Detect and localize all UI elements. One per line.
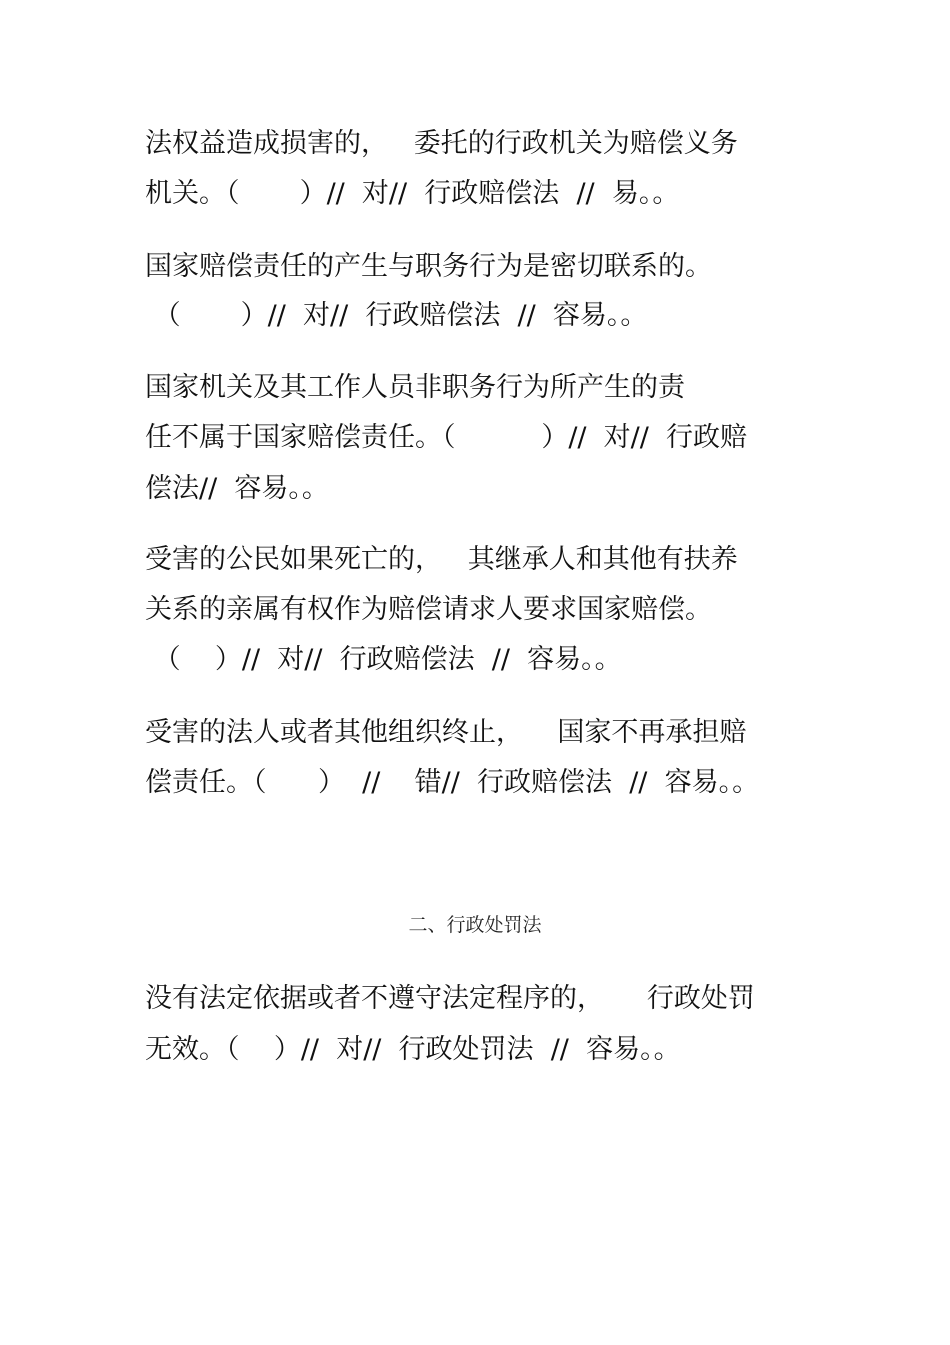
question-line: 无效。（ ）// 对// 行政处罚法 // 容易。。 (145, 1034, 681, 1065)
section-heading: 二、行政处罚法 (408, 914, 542, 936)
question-line: 机关。（ ）// 对// 行政赔偿法 // 易。。 (145, 178, 680, 209)
question-line: 偿责任。（ ） // 错// 行政赔偿法 // 容易。。 (145, 767, 760, 798)
question-line: 偿法// 容易。。 (145, 473, 329, 504)
question-line: 法权益造成损害的， 委托的行政机关为赔偿义务 (145, 128, 738, 159)
question-line: 受害的法人或者其他组织终止， 国家不再承担赔 (145, 717, 747, 748)
question-line: （ ）// 对// 行政赔偿法 // 容易。。 (145, 644, 622, 675)
question-line: 国家赔偿责任的产生与职务行为是密切联系的。 (145, 251, 712, 282)
question-line: 关系的亲属有权作为赔偿请求人要求国家赔偿。 (145, 594, 712, 625)
question-line: 没有法定依据或者不遵守法定程序的， 行政处罚 (145, 983, 755, 1014)
question-line: 国家机关及其工作人员非职务行为所产生的责 (145, 372, 685, 403)
question-line: （ ）// 对// 行政赔偿法 // 容易。。 (145, 300, 648, 331)
question-line: 受害的公民如果死亡的， 其继承人和其他有扶养 (145, 544, 738, 575)
question-line: 任不属于国家赔偿责任。（ ）// 对// 行政赔 (145, 422, 748, 453)
